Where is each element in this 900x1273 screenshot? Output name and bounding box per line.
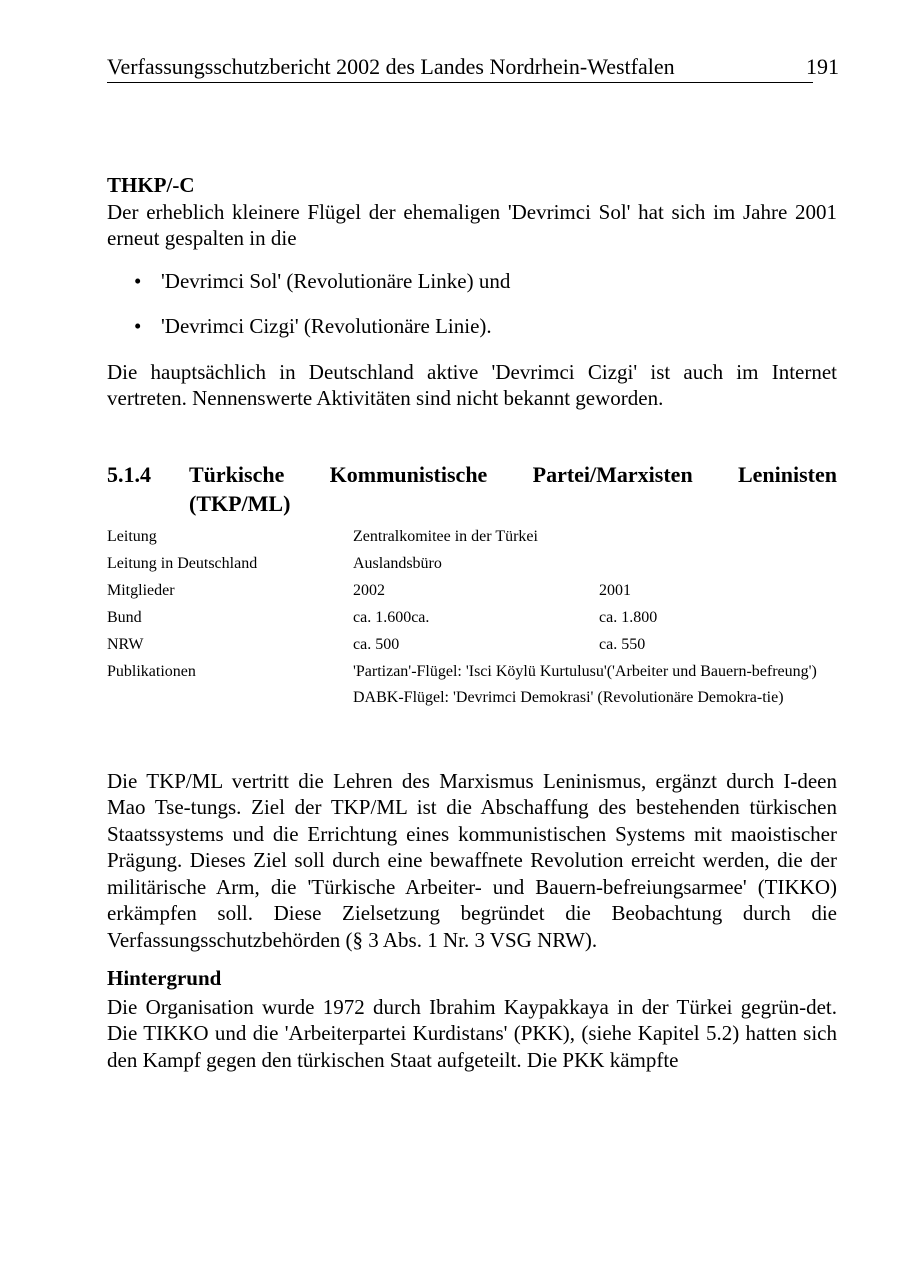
- year-column-2: 2001: [599, 581, 631, 599]
- thkp-intro-paragraph: Der erheblich kleinere Flügel der ehemaligen 'Devrimci Sol' hat sich im Jahre 2001 erneut gespalten in die: [107, 199, 837, 250]
- fact-table: [107, 527, 837, 714]
- page-content: [107, 172, 837, 1073]
- hintergrund-heading: Hintergrund: [107, 966, 222, 990]
- fact-value: Zentralkomitee in der Türkei: [353, 527, 538, 545]
- publication-list: [353, 662, 837, 714]
- fact-label: Mitglieder: [107, 581, 175, 599]
- list-item-text: 'Devrimci Cizgi' (Revolutionäre Linie).: [161, 314, 492, 338]
- running-header: [107, 52, 813, 83]
- faction-list: [107, 268, 837, 340]
- table-row: [107, 662, 837, 714]
- thkp-heading: THKP/-C: [107, 173, 195, 197]
- page-number: 191: [806, 54, 839, 79]
- fact-label: Leitung in Deutschland: [107, 554, 258, 572]
- bullet-icon: •: [134, 268, 142, 293]
- table-row: [107, 527, 837, 547]
- fact-label: Publikationen: [107, 662, 196, 680]
- publication-item: DABK-Flügel: 'Devrimci Demokrasi' (Revolutionäre Demokra-tie): [353, 688, 784, 706]
- fact-label: NRW: [107, 635, 144, 653]
- table-row: [107, 581, 837, 601]
- thkp-closing-paragraph: Die hauptsächlich in Deutschland aktive 'Devrimci Cizgi' ist auch im Internet vertreten. Nennenswerte Aktivitäten sind nicht bekannt geworden.: [107, 359, 837, 410]
- running-title: Verfassungsschutzbericht 2002 des Landes Nordrhein-Westfalen: [107, 54, 675, 79]
- fact-label: Leitung: [107, 527, 157, 545]
- fact-value: Auslandsbüro: [353, 554, 442, 572]
- fact-value-2001: ca. 550: [599, 635, 646, 653]
- hintergrund-paragraph: Die Organisation wurde 1972 durch Ibrahim Kaypakkaya in der Türkei gegrün-det. Die TIKKO und die 'Arbeiterpartei Kurdistans' (PKK), (siehe Kapitel 5.2) hatten sich den Kampf gegen den türkischen Staat aufgeteilt. Die PKK kämpfte: [107, 994, 837, 1072]
- table-row: [107, 554, 837, 574]
- table-row: [107, 635, 837, 655]
- bullet-icon: •: [134, 314, 142, 338]
- section-title-line2: (TKP/ML): [189, 490, 291, 516]
- body-text: [107, 768, 837, 1074]
- list-item: [107, 313, 837, 340]
- section-number: 5.1.4: [107, 461, 151, 487]
- fact-label: Bund: [107, 608, 142, 626]
- section-title-line1: Türkische Kommunistische Partei/Marxisten Leninisten: [189, 461, 837, 487]
- fact-value-2002: ca. 1.600ca.: [353, 608, 430, 626]
- year-column-1: 2002: [353, 581, 385, 599]
- tkp-description-paragraph: Die TKP/ML vertritt die Lehren des Marxismus Leninismus, ergänzt durch I-deen Mao Tse-tungs. Ziel der TKP/ML ist die Abschaffung des bestehenden türkischen Staatssystems und die Errichtung eines kommunistischen Systems mit maoistischer Prägung. Dieses Ziel soll durch eine bewaffnete Revolution erreicht werden, die der militärische Arm, die 'Türkische Arbeiter- und Bauern-befreiungsarmee' (TIKKO) erkämpfen soll. Diese Zielsetzung begründet die Beobachtung durch die Verfassungsschutzbehörden (§ 3 Abs. 1 Nr. 3 VSG NRW).: [107, 768, 837, 952]
- list-item-text: 'Devrimci Sol' (Revolutionäre Linke) und: [161, 268, 511, 293]
- table-row: [107, 608, 837, 628]
- section-heading: [107, 460, 837, 518]
- fact-value-2001: ca. 1.800: [599, 608, 658, 626]
- section-title: [189, 460, 837, 518]
- fact-value-2002: ca. 500: [353, 635, 400, 653]
- list-item: [107, 268, 837, 295]
- publication-item: 'Partizan'-Flügel: 'Isci Köylü Kurtulusu'('Arbeiter und Bauern-befreung'): [353, 662, 817, 680]
